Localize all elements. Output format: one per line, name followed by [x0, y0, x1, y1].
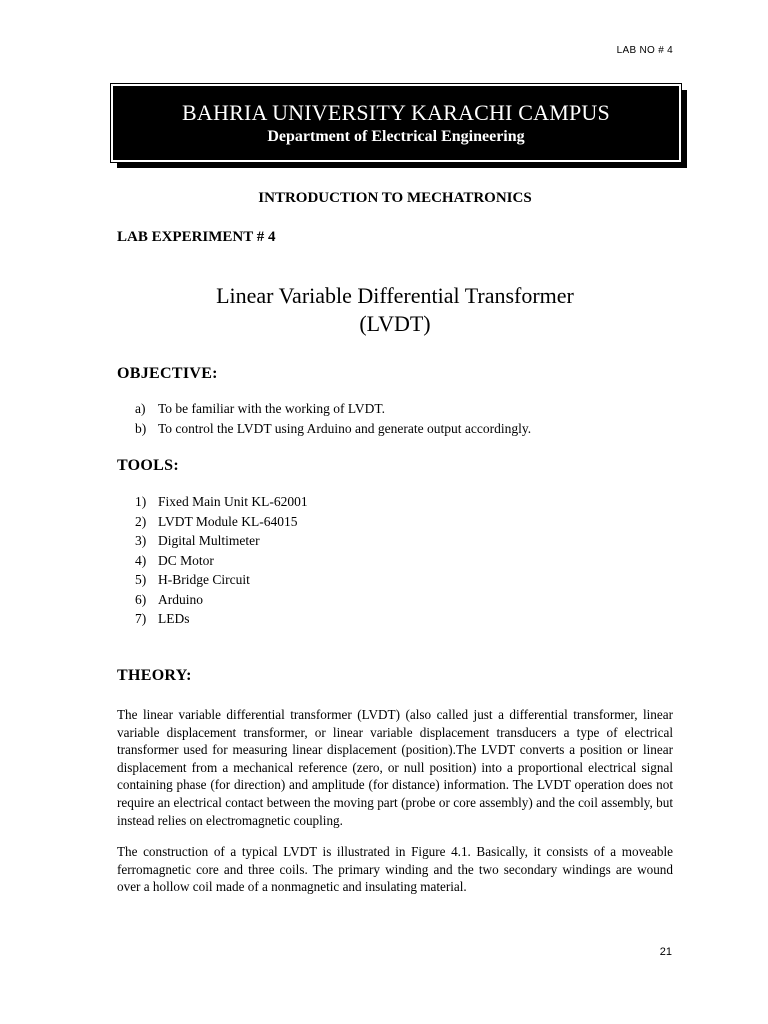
list-item: 6) Arduino [135, 591, 203, 607]
list-item: 4) DC Motor [135, 552, 214, 568]
list-item: b) To control the LVDT using Arduino and generate output accordingly. [135, 420, 532, 436]
experiment-number: LAB EXPERIMENT # 4 [117, 229, 276, 245]
title-line-1: Linear Variable Differential Transformer [216, 283, 574, 308]
tools-heading: TOOLS: [117, 457, 179, 474]
list-item: 1) Fixed Main Unit KL-62001 [135, 494, 308, 509]
theory-heading: THEORY: [117, 667, 192, 684]
theory-paragraph-1: The linear variable differential transformer (LVDT) (also called just a differential transformer, linear variable displacement transformer, or linear variable displacement transducers a type of electrical transformer used for measuring linear displacement (position).The LVDT converts a position or linear displacement from a mechanical reference (zero, or null position) into a proportional electrical signal containing phase (for direction) and amplitude (for distance) information. The LVDT operation does not require an electrical contact between the moving part (probe or core assembly) and the coil assembly, but instead relies on electromagnetic coupling. [117, 707, 673, 828]
lab-number-header: LAB NO # 4 [616, 45, 673, 56]
theory-paragraph-2: The construction of a typical LVDT is illustrated in Figure 4.1. Basically, it consists of a moveable ferromagnetic core and three coils. The primary winding and the two secondary windings are wound over a hollow coil made of a nonmagnetic and insulating material. [117, 844, 673, 895]
list-item: 7) LEDs [135, 611, 190, 626]
objective-heading: OBJECTIVE: [117, 365, 218, 382]
list-item: a) To be familiar with the working of LVDT. [135, 401, 386, 416]
university-banner [111, 84, 681, 162]
list-item: 2) LVDT Module KL-64015 [135, 513, 298, 529]
title-line-2: (LVDT) [359, 311, 431, 336]
banner-box [111, 84, 681, 162]
list-item: 3) Digital Multimeter [135, 533, 260, 548]
objective-list [135, 399, 531, 438]
course-title: INTRODUCTION TO MECHATRONICS [258, 190, 532, 206]
page-number: 21 [659, 946, 672, 958]
university-name: BAHRIA UNIVERSITY KARACHI CAMPUS [182, 100, 610, 125]
department-name: Department of Electrical Engineering [267, 128, 525, 145]
tools-list [135, 492, 308, 629]
list-item: 5) H-Bridge Circuit [135, 572, 250, 587]
document-title [0, 282, 768, 338]
